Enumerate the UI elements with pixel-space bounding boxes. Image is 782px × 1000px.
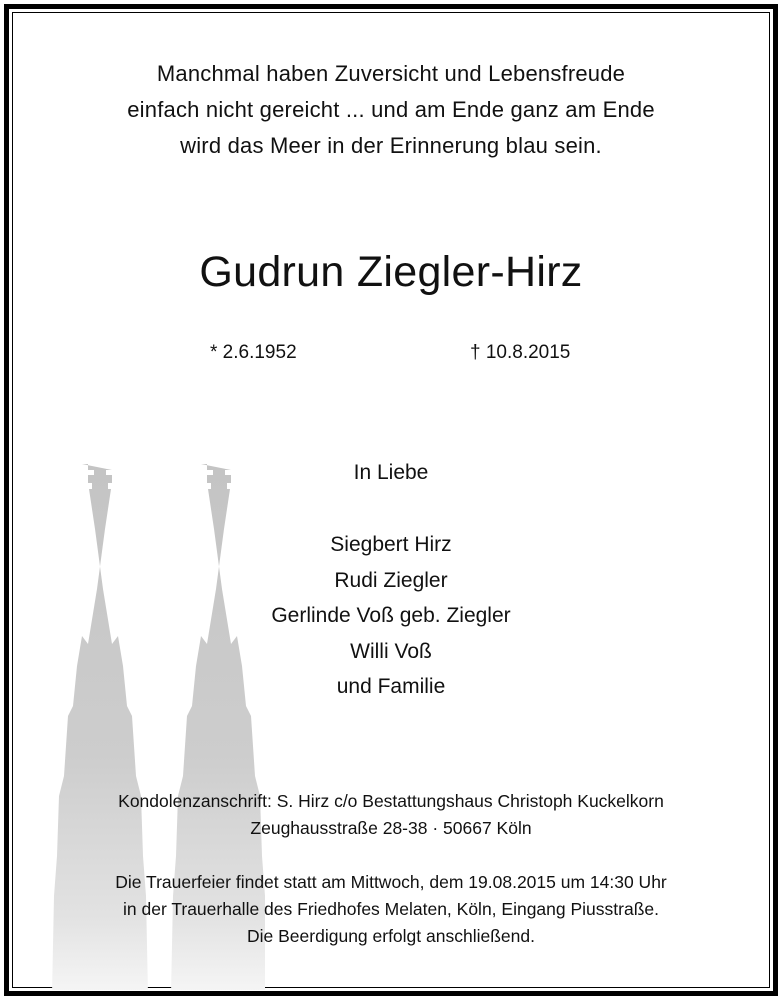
condolence-line: Zeughausstraße 28-38 · 50667 Köln bbox=[250, 818, 532, 838]
motto-line: einfach nicht gereicht ... und am Ende ganz am Ende bbox=[127, 97, 655, 122]
mourner-name: Willi Voß bbox=[350, 639, 432, 663]
funeral-line: Die Trauerfeier findet statt am Mittwoch, dem 19.08.2015 um 14:30 Uhr bbox=[115, 872, 667, 892]
deceased-name: Gudrun Ziegler-Hirz bbox=[199, 248, 583, 296]
funeral-info bbox=[0, 869, 782, 950]
motto-line: wird das Meer in der Erinnerung blau sein. bbox=[180, 133, 602, 158]
in-liebe-heading: In Liebe bbox=[353, 461, 429, 484]
mourner-name: und Familie bbox=[336, 675, 446, 698]
death-date: † 10.8.2015 bbox=[470, 342, 571, 363]
funeral-line: in der Trauerhalle des Friedhofes Melaten, Köln, Eingang Piusstraße. bbox=[123, 899, 659, 919]
funeral-line: Die Beerdigung erfolgt anschließend. bbox=[247, 926, 535, 946]
mourner-name: Rudi Ziegler bbox=[334, 568, 448, 592]
mourner-name: Gerlinde Voß geb. Ziegler bbox=[271, 604, 511, 627]
condolence-address bbox=[0, 788, 782, 842]
motto-quote bbox=[0, 56, 782, 164]
mourner-name: Siegbert Hirz bbox=[330, 533, 452, 556]
condolence-line: Kondolenzanschrift: S. Hirz c/o Bestattungshaus Christoph Kuckelkorn bbox=[118, 791, 664, 811]
birth-date: * 2.6.1952 bbox=[210, 342, 297, 363]
motto-line: Manchmal haben Zuversicht und Lebensfreude bbox=[156, 61, 626, 86]
mourner-list bbox=[0, 527, 782, 705]
